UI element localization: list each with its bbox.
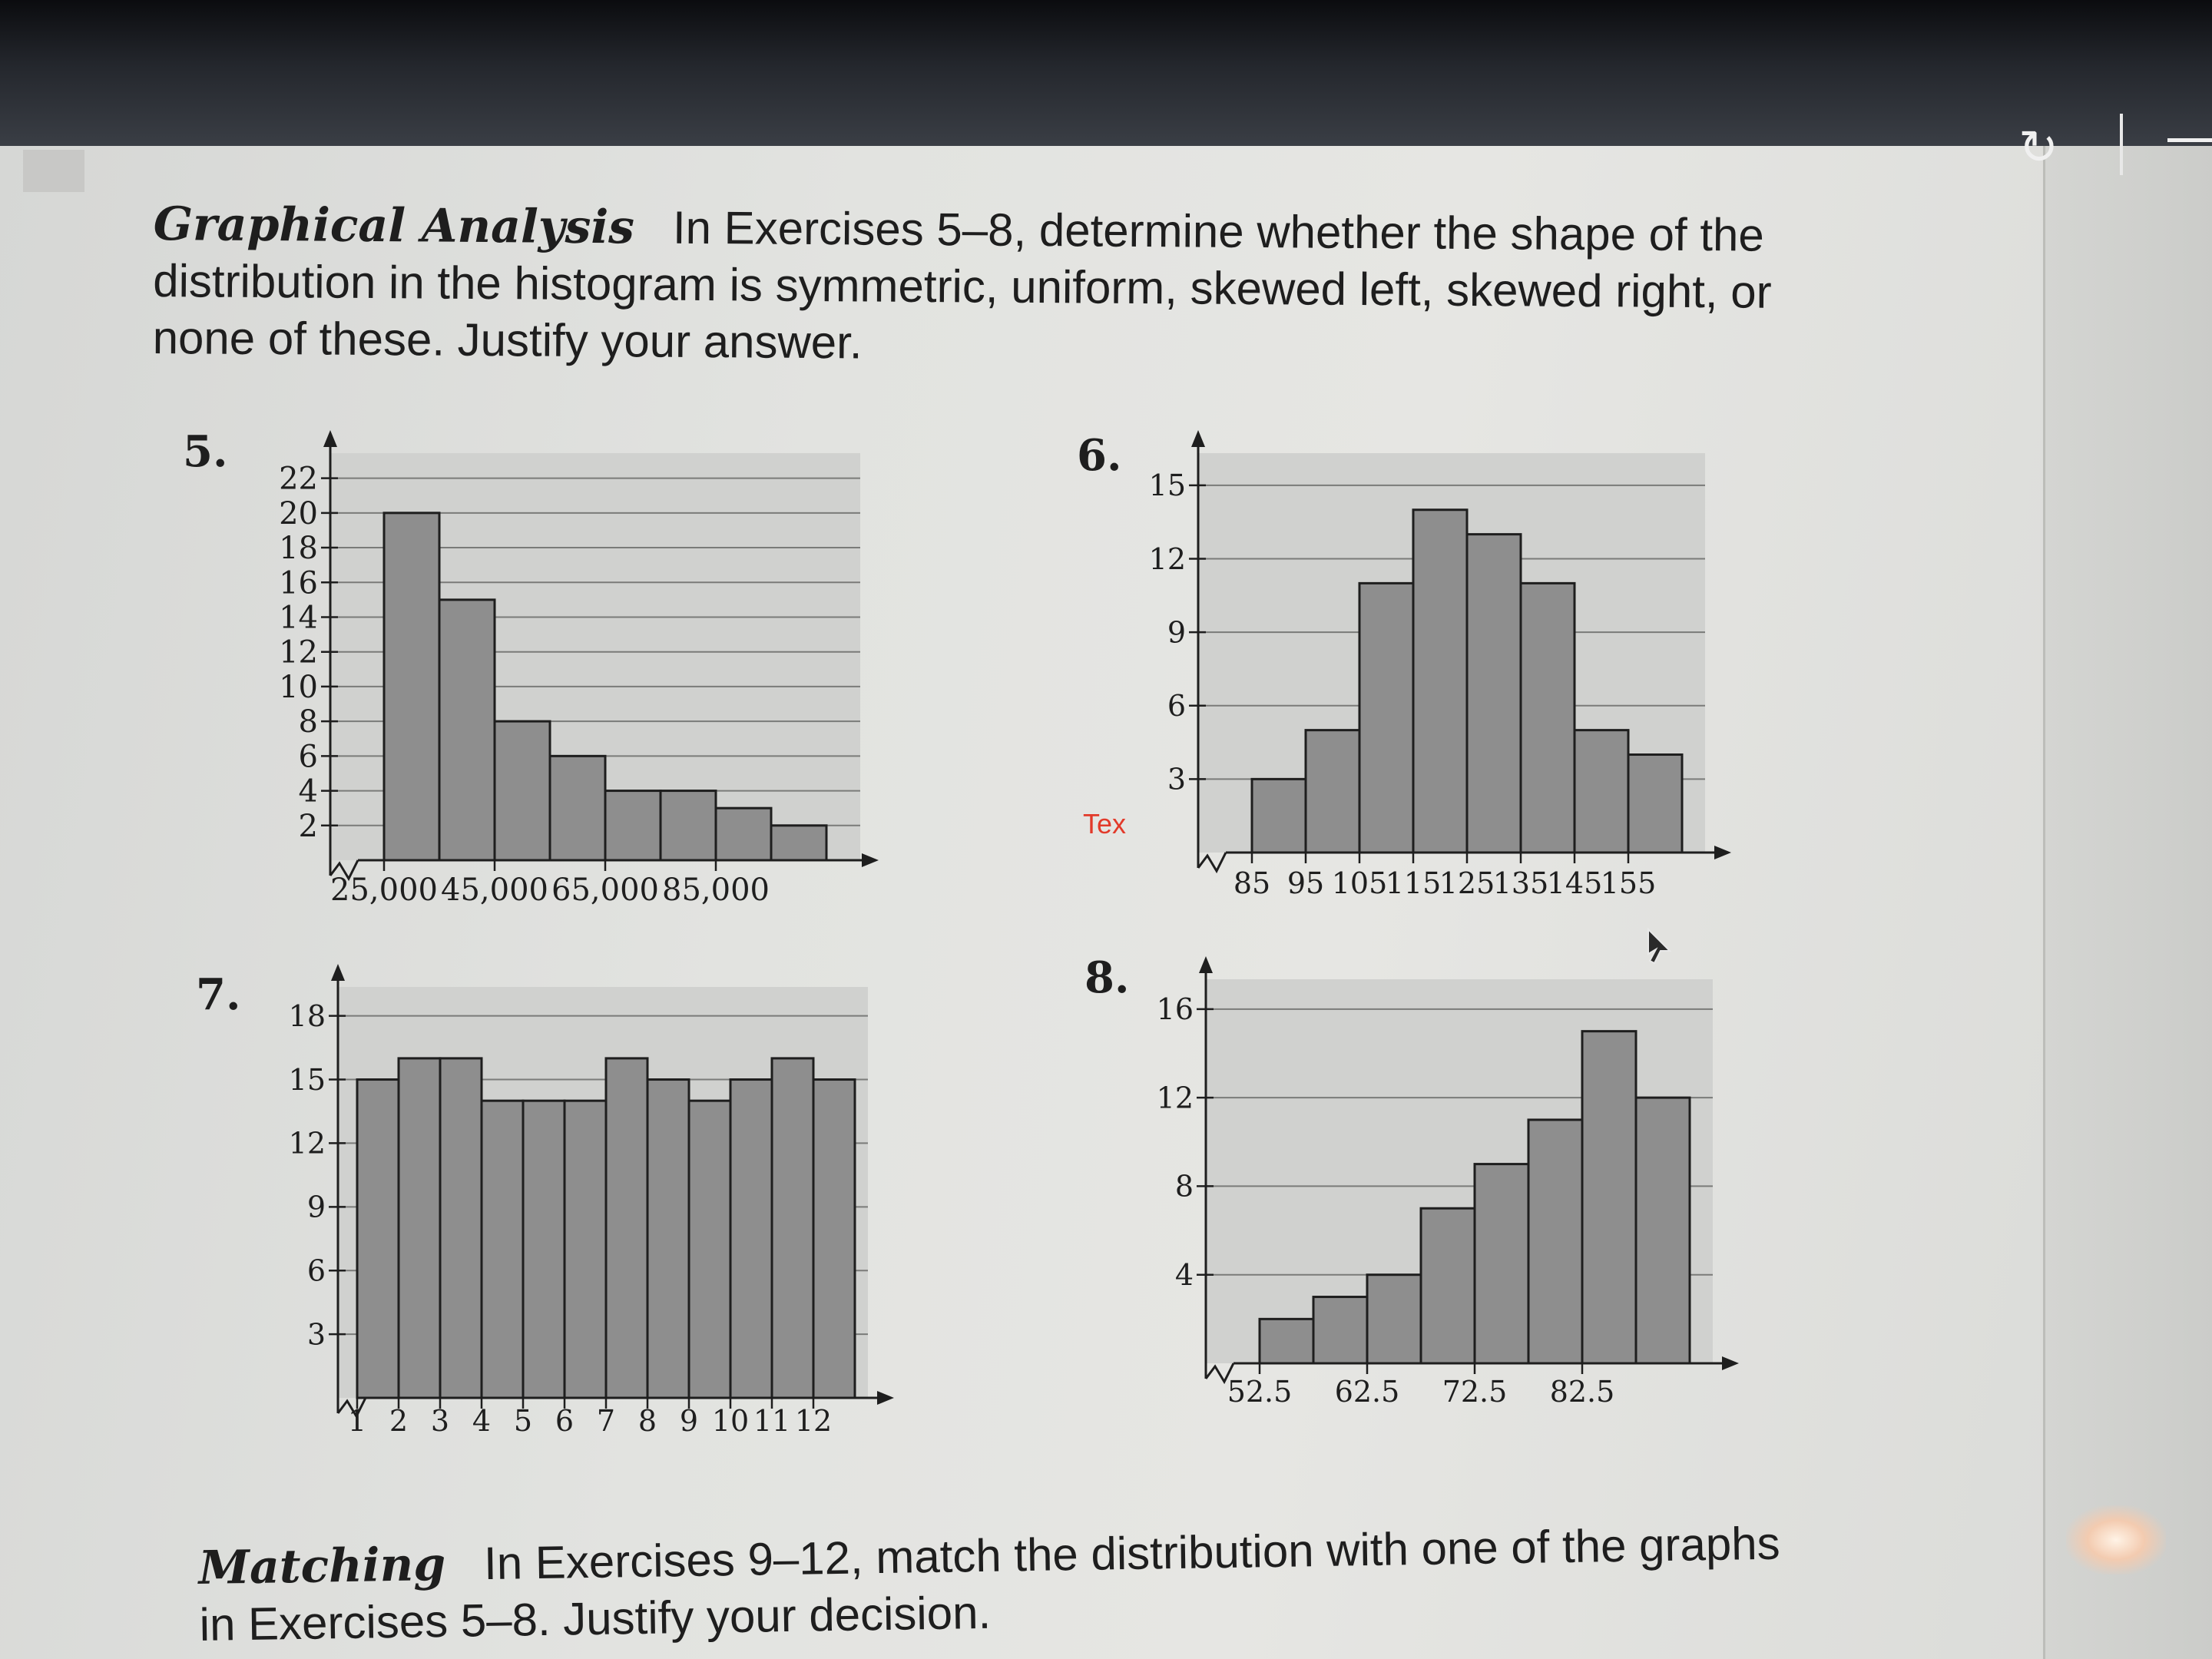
x-axis-arrow-icon <box>1722 1356 1739 1370</box>
y-tick-label: 4 <box>1174 1258 1194 1293</box>
x-tick-label: 85,000 <box>662 873 770 908</box>
overlay-tex-note: Tex <box>1083 808 1127 839</box>
x-tick-label: 1 <box>347 1404 367 1438</box>
histogram-bar <box>482 1101 523 1398</box>
histogram-bar <box>1575 730 1628 853</box>
exercise-number-7: 7. <box>196 969 241 1020</box>
histogram-bar <box>606 1058 647 1398</box>
histogram-bar <box>716 808 771 860</box>
histogram-bar <box>550 756 605 860</box>
histogram-bar <box>772 1058 813 1398</box>
x-tick-label: 8 <box>637 1404 657 1438</box>
y-tick-label: 22 <box>279 461 318 497</box>
y-tick-label: 9 <box>1167 615 1186 650</box>
x-tick-label: 6 <box>555 1404 575 1438</box>
page-margin-panel <box>2043 146 2212 1659</box>
section-text-matching: In Exercises 9–12, match the distribution with one of the graphs in Exercises 5–8. Justify your decision. <box>199 1517 1781 1651</box>
section-text-graphical-analysis: In Exercises 5–8, determine whether the shape of the distribution in the histogram is symmetric, uniform, skewed left, skewed right, or none of these. Justify your answer. <box>152 201 1772 369</box>
x-tick-label: 85 <box>1233 866 1271 900</box>
y-tick-label: 8 <box>298 704 318 740</box>
histogram-bar <box>730 1080 772 1398</box>
histogram-bar <box>495 721 550 860</box>
x-tick-label: 52.5 <box>1227 1375 1293 1409</box>
y-tick-label: 3 <box>306 1317 326 1352</box>
y-tick-label: 20 <box>279 495 318 531</box>
x-tick-label: 11 <box>753 1404 791 1438</box>
histogram-bar <box>523 1101 565 1398</box>
y-tick-label: 18 <box>288 998 326 1033</box>
histogram-bar <box>1521 583 1575 853</box>
x-tick-label: 5 <box>513 1404 533 1438</box>
axis-break-icon <box>1198 853 1226 871</box>
histogram-bar <box>689 1101 730 1398</box>
histogram-bar <box>439 600 495 860</box>
y-tick-label: 6 <box>298 739 318 775</box>
x-tick-label: 2 <box>389 1404 409 1438</box>
histogram-bar <box>1636 1098 1690 1363</box>
light-glare <box>2066 1505 2166 1575</box>
y-tick-label: 12 <box>1148 541 1186 576</box>
x-tick-label: 115 <box>1385 866 1442 900</box>
histogram-exercise-5 <box>230 430 906 922</box>
y-tick-label: 8 <box>1174 1169 1194 1204</box>
x-tick-label: 10 <box>711 1404 750 1438</box>
histogram-bar <box>1475 1164 1528 1363</box>
histogram-bar <box>1252 779 1306 853</box>
mouse-cursor-icon <box>1644 928 1674 966</box>
x-tick-label: 155 <box>1600 866 1657 900</box>
x-tick-label: 65,000 <box>551 873 659 908</box>
y-tick-label: 6 <box>306 1253 326 1288</box>
histogram-bar <box>661 791 716 860</box>
x-tick-label: 72.5 <box>1442 1375 1508 1409</box>
histogram-exercise-8 <box>1121 956 1751 1417</box>
x-axis-arrow-icon <box>862 853 879 867</box>
histogram-exercise-6 <box>1114 430 1751 906</box>
x-axis-arrow-icon <box>877 1391 894 1405</box>
x-tick-label: 105 <box>1331 866 1388 900</box>
histogram-bar <box>1413 510 1467 853</box>
y-tick-label: 18 <box>279 531 318 567</box>
section-title-matching: Matching <box>198 1537 446 1595</box>
y-tick-label: 16 <box>1156 992 1194 1027</box>
y-tick-label: 4 <box>298 773 318 810</box>
histogram-bar <box>1359 583 1413 853</box>
x-tick-label: 95 <box>1286 866 1325 900</box>
x-tick-label: 45,000 <box>441 873 548 908</box>
y-tick-label: 12 <box>279 634 318 671</box>
y-tick-label: 15 <box>1148 469 1186 503</box>
toolbar-divider <box>2120 114 2123 175</box>
x-tick-label: 12 <box>794 1404 833 1438</box>
histogram-bar <box>384 513 439 860</box>
histogram-bar <box>771 826 826 860</box>
histogram-bar <box>1582 1031 1636 1363</box>
minimize-icon[interactable] <box>2167 138 2212 142</box>
y-axis-arrow-icon <box>1191 430 1205 447</box>
x-tick-label: 135 <box>1492 866 1549 900</box>
histogram-bar <box>647 1080 689 1398</box>
section-title-graphical-analysis: Graphical Analysis <box>153 197 635 255</box>
y-tick-label: 2 <box>298 808 318 844</box>
histogram-bar <box>1528 1120 1582 1363</box>
histogram-bar <box>1367 1275 1421 1363</box>
histogram-bar <box>357 1080 399 1398</box>
histogram-bar <box>1313 1297 1367 1363</box>
exercise-number-6: 6. <box>1077 430 1122 481</box>
x-tick-label: 125 <box>1439 866 1495 900</box>
histogram-bar <box>605 791 661 860</box>
x-tick-label: 25,000 <box>330 873 438 908</box>
window-top-bar <box>0 0 2212 146</box>
exercise-number-5: 5. <box>183 426 228 477</box>
y-tick-label: 12 <box>288 1126 326 1161</box>
x-tick-label: 82.5 <box>1549 1375 1615 1409</box>
x-tick-label: 145 <box>1546 866 1603 900</box>
histogram-bar <box>1260 1319 1313 1363</box>
histogram-bar <box>1306 730 1359 853</box>
x-tick-label: 9 <box>679 1404 699 1438</box>
y-tick-label: 9 <box>306 1190 326 1224</box>
x-tick-label: 4 <box>472 1404 492 1438</box>
histogram-bar <box>1467 535 1521 853</box>
histogram-bar <box>565 1101 606 1398</box>
x-tick-label: 3 <box>430 1404 450 1438</box>
histogram-bar <box>440 1058 482 1398</box>
page-corner-mark <box>23 150 84 192</box>
y-tick-label: 12 <box>1156 1081 1194 1115</box>
refresh-icon[interactable]: ↻ <box>2018 121 2058 174</box>
histogram-bar <box>813 1080 855 1398</box>
y-axis-arrow-icon <box>331 964 345 981</box>
x-tick-label: 7 <box>596 1404 616 1438</box>
y-axis-arrow-icon <box>323 430 337 447</box>
histogram-exercise-7 <box>261 964 906 1455</box>
histogram-bar <box>1628 755 1682 853</box>
y-tick-label: 3 <box>1167 762 1186 796</box>
x-axis-arrow-icon <box>1714 846 1731 859</box>
y-tick-label: 15 <box>288 1062 326 1097</box>
x-tick-label: 62.5 <box>1334 1375 1400 1409</box>
y-tick-label: 16 <box>279 565 318 601</box>
histogram-bar <box>399 1058 440 1398</box>
histogram-bar <box>1421 1208 1475 1363</box>
y-tick-label: 10 <box>279 669 318 705</box>
y-tick-label: 14 <box>279 600 318 636</box>
exercise-number-8: 8. <box>1084 952 1130 1003</box>
y-axis-arrow-icon <box>1199 956 1213 973</box>
graphical-analysis-instructions <box>152 196 1781 378</box>
y-tick-label: 6 <box>1167 689 1186 724</box>
